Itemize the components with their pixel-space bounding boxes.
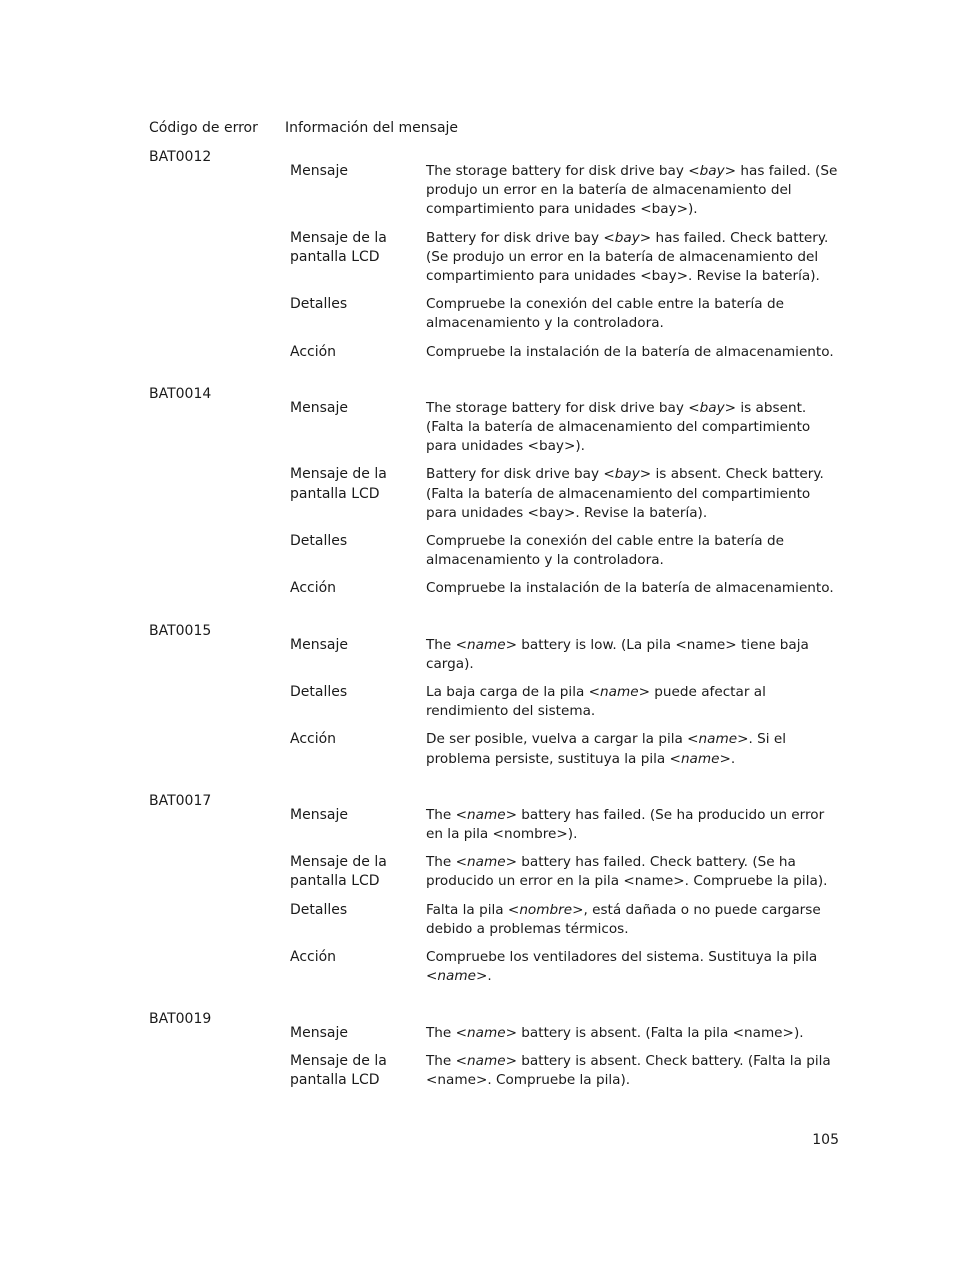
field-label: Detalles	[290, 901, 348, 918]
value-text: The <	[426, 1052, 467, 1069]
error-code: BAT0017	[149, 792, 212, 809]
field-row	[290, 1024, 839, 1043]
field-row	[290, 636, 839, 674]
field-row	[290, 683, 839, 721]
value-text: > puede afectar al rendimiento del sistema.	[426, 684, 766, 720]
field-value	[426, 636, 839, 674]
value-text: >.	[475, 968, 492, 985]
placeholder-text: name	[600, 684, 639, 701]
error-entry	[149, 1011, 839, 1091]
value-text: >, está dañada o no puede cargarse debido a problemas térmicos.	[426, 901, 821, 937]
value-text: > has failed. (Se produjo un error en la batería de almacenamiento del compartimiento para unidades <bay>).	[426, 163, 838, 218]
field-value	[426, 730, 839, 768]
message-fields	[149, 386, 839, 599]
value-text: Compruebe la instalación de la batería de almacenamiento.	[426, 580, 834, 597]
field-label: Detalles	[290, 684, 348, 701]
message-fields	[149, 793, 839, 987]
placeholder-text: bay	[614, 466, 640, 483]
value-text: The <	[426, 854, 467, 871]
value-text: Compruebe la instalación de la batería de almacenamiento.	[426, 343, 834, 360]
placeholder-text: bay	[699, 163, 725, 179]
field-value	[426, 399, 839, 457]
value-text: The <	[426, 806, 467, 823]
placeholder-text: name	[467, 806, 506, 823]
field-label: Mensaje	[290, 636, 348, 653]
error-entry	[149, 386, 839, 599]
error-code: BAT0012	[149, 149, 212, 165]
field-value	[426, 948, 839, 986]
field-value	[426, 853, 839, 891]
error-code: BAT0015	[149, 622, 212, 639]
page-number: 105	[812, 1132, 839, 1148]
field-row	[290, 399, 839, 457]
placeholder-text: name	[698, 731, 738, 748]
value-text: > battery is absent. Check battery. (Falta la pila <name>. Compruebe la pila).	[426, 1052, 831, 1088]
value-text: > battery is low. (La pila <name> tiene baja carga).	[426, 636, 809, 672]
placeholder-text: name	[437, 968, 476, 985]
value-text: >. Si el problema persiste, sustituya la pila <	[426, 731, 787, 767]
field-row	[290, 162, 839, 220]
error-code-table	[149, 149, 839, 1114]
placeholder-text: bay	[614, 229, 640, 246]
placeholder-text: nombre	[519, 901, 573, 918]
value-text: The storage battery for disk drive bay <	[426, 163, 700, 179]
field-label: Mensaje de la pantalla LCD	[290, 1052, 387, 1088]
value-text: The storage battery for disk drive bay <	[426, 399, 700, 416]
message-fields	[149, 149, 839, 362]
value-text: > battery is absent. (Falta la pila <name>).	[505, 1024, 804, 1041]
value-text: > battery has failed. (Se ha producido un error en la pila <nombre>).	[426, 806, 825, 843]
field-value	[426, 901, 839, 939]
field-value	[426, 229, 839, 287]
value-text: > is absent. Check battery. (Falta la batería de almacenamiento del compartimiento para unidades <bay>. Revise la batería).	[426, 466, 824, 521]
value-text: La baja carga de la pila <	[426, 684, 601, 701]
field-value	[426, 1024, 839, 1043]
value-text: The <	[426, 1024, 467, 1041]
field-label: Acción	[290, 343, 337, 360]
field-value	[426, 295, 839, 333]
value-text: >.	[719, 750, 736, 767]
field-label: Mensaje	[290, 399, 348, 416]
field-value	[426, 1052, 839, 1090]
field-row	[290, 730, 839, 768]
field-value	[426, 532, 839, 570]
field-row	[290, 806, 839, 844]
field-label: Detalles	[290, 296, 348, 313]
field-label: Acción	[290, 949, 337, 966]
error-entry	[149, 149, 839, 362]
field-label: Detalles	[290, 533, 348, 550]
field-label: Mensaje de la pantalla LCD	[290, 229, 387, 265]
field-row	[290, 229, 839, 287]
field-row	[290, 579, 839, 598]
value-text: De ser posible, vuelva a cargar la pila <	[426, 731, 699, 748]
placeholder-text: name	[467, 1052, 506, 1069]
value-text: Compruebe los ventiladores del sistema. Sustituya la pila <	[426, 949, 818, 985]
placeholder-text: bay	[699, 399, 725, 416]
value-text: Compruebe la conexión del cable entre la batería de almacenamiento y la controladora.	[426, 533, 784, 569]
placeholder-text: name	[467, 636, 506, 653]
field-value	[426, 683, 839, 721]
field-value	[426, 465, 839, 523]
value-text: > battery has failed. Check battery. (Se ha producido un error en la pila <name>. Compruebe la pila).	[426, 854, 828, 890]
field-label: Mensaje	[290, 806, 348, 823]
field-label: Acción	[290, 580, 337, 597]
field-label: Mensaje de la pantalla LCD	[290, 854, 387, 890]
field-row	[290, 948, 839, 986]
value-text: > is absent. (Falta la batería de almacenamiento del compartimiento para unidades <bay>).	[426, 399, 811, 455]
field-label: Mensaje	[290, 1024, 348, 1041]
value-text: Battery for disk drive bay <	[426, 466, 615, 483]
field-row	[290, 1052, 839, 1090]
placeholder-text: name	[467, 854, 506, 871]
field-value	[426, 579, 839, 598]
message-fields	[149, 623, 839, 769]
error-code: BAT0014	[149, 385, 212, 402]
field-row	[290, 343, 839, 362]
column-header-error-code: Código de error	[149, 120, 258, 136]
value-text: The <	[426, 636, 467, 653]
value-text: Falta la pila <	[426, 901, 520, 918]
error-entry	[149, 623, 839, 769]
field-label: Mensaje de la pantalla LCD	[290, 466, 387, 502]
field-row	[290, 901, 839, 939]
field-value	[426, 162, 839, 220]
field-value	[426, 806, 839, 844]
error-code: BAT0019	[149, 1010, 212, 1027]
field-value	[426, 343, 839, 362]
field-row	[290, 532, 839, 570]
field-row	[290, 853, 839, 891]
field-label: Mensaje	[290, 163, 348, 179]
error-entry	[149, 793, 839, 987]
value-text: Battery for disk drive bay <	[426, 229, 615, 246]
message-fields	[149, 1011, 839, 1091]
column-header-message-info: Información del mensaje	[285, 120, 459, 136]
value-text: Compruebe la conexión del cable entre la batería de almacenamiento y la controladora.	[426, 296, 784, 332]
placeholder-text: name	[467, 1024, 506, 1041]
field-row	[290, 465, 839, 523]
value-text: > has failed. Check battery. (Se produjo un error en la batería de almacenamiento del compartimiento para unidades <bay>. Revise la batería).	[426, 229, 829, 285]
field-label: Acción	[290, 731, 337, 748]
field-row	[290, 295, 839, 333]
placeholder-text: name	[680, 750, 720, 767]
